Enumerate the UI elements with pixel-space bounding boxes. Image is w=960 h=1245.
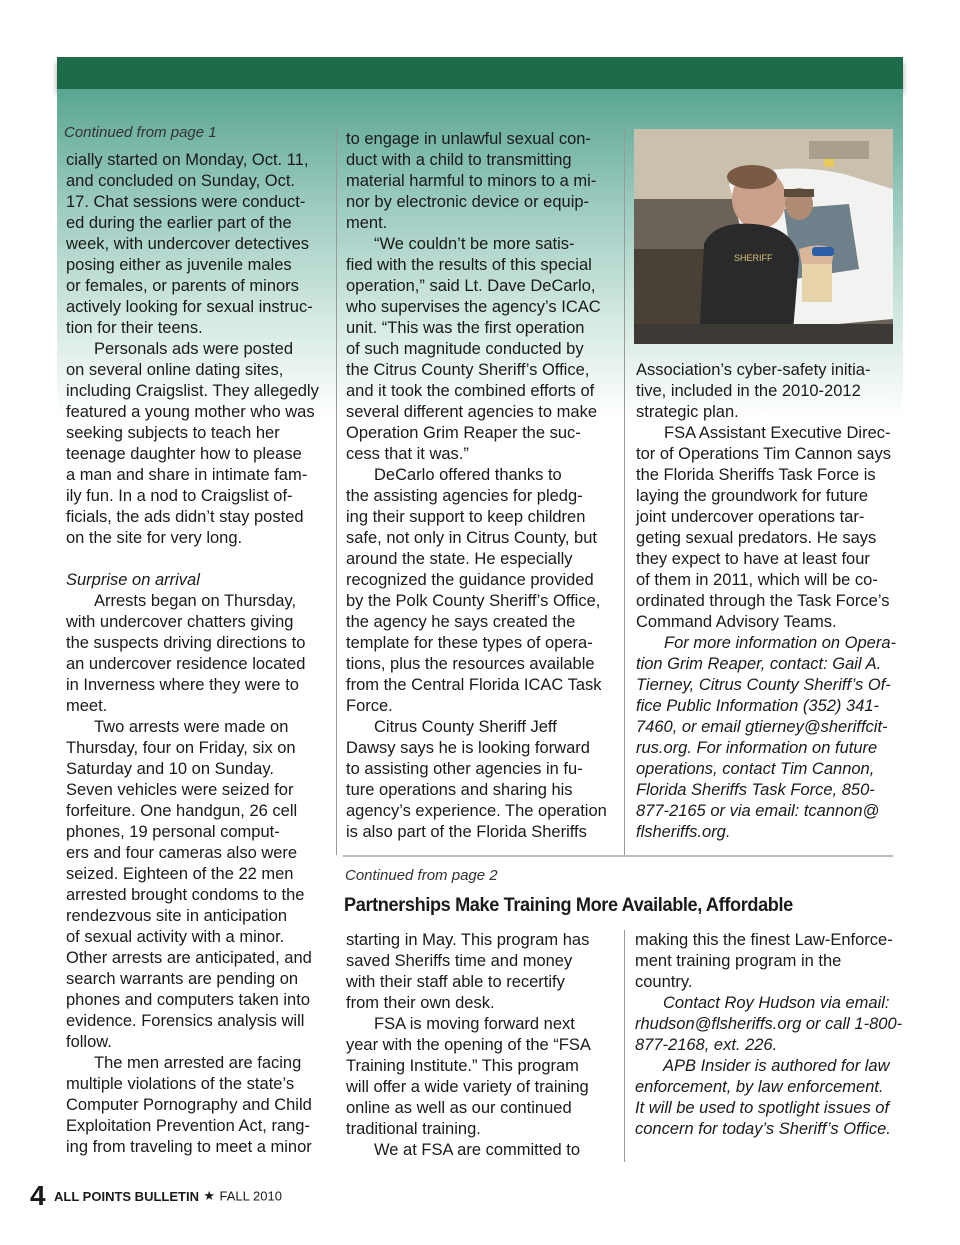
article-headline: Partnerships Make Training More Available, Affordable <box>344 894 793 916</box>
col3-para-b <box>636 423 898 633</box>
text-line: saved Sheriffs time and money <box>346 952 573 970</box>
text-line: and concluded on Sunday, Oct. <box>66 172 296 190</box>
text-line: starting in May. This program has <box>346 931 590 949</box>
text-line: making this the finest Law-Enforce- <box>635 931 893 949</box>
text-line: Saturday and 10 on Sunday. <box>66 760 274 778</box>
text-line: ment training program in the <box>635 952 842 970</box>
text-line: with their staff able to recertify <box>346 973 565 991</box>
text-line: nor by electronic device or equip- <box>346 193 590 211</box>
text-line: seized. Eighteen of the 22 men <box>66 865 294 883</box>
col1-para-c <box>66 591 336 717</box>
text-line: tive, included in the 2010-2012 <box>636 382 861 400</box>
text-line: several different agencies to make <box>346 403 598 421</box>
text-line: Exploitation Prevention Act, rang- <box>66 1117 310 1135</box>
text-line: the Citrus County Sheriff’s Office, <box>346 361 590 379</box>
text-line: ordinated through the Task Force’s <box>636 592 890 610</box>
text-line: fied with the results of this special <box>346 256 592 274</box>
text-line: Computer Pornography and Child <box>66 1096 312 1114</box>
text-line: 17. Chat sessions were conduct- <box>66 193 306 211</box>
article2-column-right <box>635 930 910 1140</box>
text-line: Tierney, Citrus County Sheriff’s Of- <box>636 676 891 694</box>
text-line: Two arrests were made on <box>94 718 289 736</box>
column-2 <box>346 129 621 843</box>
text-line: forfeiture. One handgun, 26 cell <box>66 802 298 820</box>
text-line: For more information on Opera- <box>664 634 897 652</box>
text-line: with undercover chatters giving <box>66 613 294 631</box>
text-line: cess that it was.” <box>346 445 469 463</box>
text-line: an undercover residence located <box>66 655 306 673</box>
text-line: to engage in unlawful sexual con- <box>346 130 591 148</box>
text-line: APB Insider is authored for law <box>663 1057 890 1075</box>
text-line: concern for today’s Sheriff’s Office. <box>635 1120 891 1138</box>
text-line: 7460, or email gtierney@sheriffcit- <box>636 718 888 736</box>
text-line: joint undercover operations tar- <box>636 508 865 526</box>
text-line: week, with undercover detectives <box>66 235 310 253</box>
text-line: Operation Grim Reaper the suc- <box>346 424 581 442</box>
text-line: operations, contact Tim Cannon, <box>636 760 875 778</box>
col2-para-a <box>346 129 621 234</box>
text-line: geting sexual predators. He says <box>636 529 877 547</box>
text-line: country. <box>635 973 693 991</box>
text-line: safe, not only in Citrus County, but <box>346 529 597 547</box>
page-number: 4 <box>30 1180 46 1211</box>
text-line: actively looking for sexual instruc- <box>66 298 313 316</box>
col1-para-a <box>66 150 336 339</box>
text-line: the Florida Sheriffs Task Force is <box>636 466 876 484</box>
article2-para-b <box>346 1014 621 1140</box>
column-divider-3 <box>624 930 625 1162</box>
text-line: rendezvous site in anticipation <box>66 907 288 925</box>
text-line: ers and four cameras also were <box>66 844 298 862</box>
text-line: search warrants are pending on <box>66 970 299 988</box>
photo-officers-at-vehicle <box>634 129 893 344</box>
article-separator <box>343 855 893 857</box>
text-line: recognized the guidance provided <box>346 571 594 589</box>
text-line: 877-2168, ext. 226. <box>635 1036 778 1054</box>
text-line: Arrests began on Thursday, <box>94 592 297 610</box>
article2-column-left <box>346 930 621 1161</box>
photo-illustration <box>634 129 893 344</box>
text-line: Association’s cyber-safety initia- <box>636 361 871 379</box>
text-line: Seven vehicles were seized for <box>66 781 294 799</box>
text-line: We at FSA are committed to <box>374 1141 581 1159</box>
text-line: flsheriffs.org. <box>636 823 731 841</box>
text-line: of sexual activity with a minor. <box>66 928 285 946</box>
text-line: tion for their teens. <box>66 319 203 337</box>
star-icon: ★ <box>203 1188 216 1203</box>
text-line: fice Public Information (352) 341- <box>636 697 880 715</box>
col2-para-b <box>346 234 621 465</box>
text-line: from the Central Florida ICAC Task <box>346 676 602 694</box>
text-line: 877-2165 or via email: tcannon@ <box>636 802 880 820</box>
text-line: agency’s experience. The operation <box>346 802 607 820</box>
text-line: they expect to have at least four <box>636 550 870 568</box>
col2-para-c <box>346 465 621 717</box>
text-line: meet. <box>66 697 108 715</box>
col2-para-d <box>346 717 621 843</box>
text-line: Thursday, four on Friday, six on <box>66 739 296 757</box>
text-line: follow. <box>66 1033 112 1051</box>
text-line: to assisting other agencies in fu- <box>346 760 583 778</box>
col1-para-d <box>66 717 336 1053</box>
text-line: online as well as our continued <box>346 1099 572 1117</box>
text-line: It will be used to spotlight issues of <box>635 1099 890 1117</box>
text-line: is also part of the Florida Sheriffs <box>346 823 587 841</box>
article2-para-a <box>346 930 621 1014</box>
text-line: Personals ads were posted <box>94 340 294 358</box>
text-line: material harmful to minors to a mi- <box>346 172 597 190</box>
text-line: including Craigslist. They allegedly <box>66 382 319 400</box>
text-line: Command Advisory Teams. <box>636 613 837 631</box>
text-line: the agency he says created the <box>346 613 576 631</box>
continued-from-page-1: Continued from page 1 <box>64 124 217 141</box>
text-line: Dawsy says he is looking forward <box>346 739 590 757</box>
text-line: traditional training. <box>346 1120 481 1138</box>
text-line: ture operations and sharing his <box>346 781 573 799</box>
text-line: Other arrests are anticipated, and <box>66 949 312 967</box>
text-line: unit. “This was the first operation <box>346 319 585 337</box>
text-line: Contact Roy Hudson via email: <box>663 994 890 1012</box>
text-line: the suspects driving directions to <box>66 634 306 652</box>
text-line: arrested brought condoms to the <box>66 886 305 904</box>
text-line: strategic plan. <box>636 403 739 421</box>
text-line: year with the opening of the “FSA <box>346 1036 591 1054</box>
text-line: FSA Assistant Executive Direc- <box>664 424 891 442</box>
text-line: by the Polk County Sheriff’s Office, <box>346 592 601 610</box>
text-line: will offer a wide variety of training <box>346 1078 589 1096</box>
subhead-surprise-on-arrival: Surprise on arrival <box>66 571 200 589</box>
text-line: of them in 2011, which will be co- <box>636 571 878 589</box>
text-line: on several online dating sites, <box>66 361 284 379</box>
text-line: ing their support to keep children <box>346 508 586 526</box>
text-line: from their own desk. <box>346 994 495 1012</box>
apb-insider-note <box>635 1056 910 1140</box>
text-line: DeCarlo offered thanks to <box>374 466 562 484</box>
text-line: and it took the combined efforts of <box>346 382 595 400</box>
text-line: template for these types of opera- <box>346 634 593 652</box>
text-line: operation,” said Lt. Dave DeCarlo, <box>346 277 596 295</box>
article2-para-c <box>346 1140 621 1161</box>
header-bar <box>57 57 903 89</box>
text-line: laying the groundwork for future <box>636 487 869 505</box>
article2-para-d <box>635 930 910 993</box>
text-line: Force. <box>346 697 393 715</box>
text-line: cially started on Monday, Oct. 11, <box>66 151 309 169</box>
col1-para-e <box>66 1053 336 1158</box>
text-line: enforcement, by law enforcement. <box>635 1078 884 1096</box>
text-line: Florida Sheriffs Task Force, 850- <box>636 781 875 799</box>
text-line: in Inverness where they were to <box>66 676 299 694</box>
text-line: evidence. Forensics analysis will <box>66 1012 305 1030</box>
text-line: tions, plus the resources available <box>346 655 595 673</box>
text-line: “We couldn’t be more satis- <box>374 235 575 253</box>
column-divider-2 <box>624 127 625 855</box>
text-line: ing from traveling to meet a minor <box>66 1138 312 1156</box>
text-line: FSA is moving forward next <box>374 1015 575 1033</box>
continued-from-page-2: Continued from page 2 <box>345 867 498 884</box>
column-divider-1 <box>336 127 337 855</box>
text-line: ment. <box>346 214 388 232</box>
column-1 <box>66 150 336 1158</box>
text-line: the assisting agencies for pledg- <box>346 487 583 505</box>
photo-vest-text: SHERIFF <box>734 253 773 263</box>
text-line: ed during the earlier part of the <box>66 214 292 232</box>
text-line: on the site for very long. <box>66 529 243 547</box>
text-line: Training Institute.” This program <box>346 1057 579 1075</box>
text-line: duct with a child to transmitting <box>346 151 572 169</box>
page-footer <box>30 1180 282 1210</box>
text-line: The men arrested are facing <box>94 1054 302 1072</box>
text-line: ily fun. In a nod to Craigslist of- <box>66 487 293 505</box>
text-line: or females, or parents of minors <box>66 277 299 295</box>
text-line: phones, 19 personal comput- <box>66 823 280 841</box>
text-line: of such magnitude conducted by <box>346 340 584 358</box>
text-line: around the state. He especially <box>346 550 573 568</box>
text-line: tor of Operations Tim Cannon says <box>636 445 891 463</box>
text-line: seeking subjects to teach her <box>66 424 280 442</box>
issue-label: FALL 2010 <box>219 1188 282 1204</box>
text-line: rhudson@flsheriffs.org or call 1-800- <box>635 1015 903 1033</box>
text-line: teenage daughter how to please <box>66 445 302 463</box>
text-line: phones and computers taken into <box>66 991 310 1009</box>
text-line: who supervises the agency’s ICAC <box>346 298 601 316</box>
col3-contact-info <box>636 633 898 843</box>
column-3 <box>636 360 898 843</box>
text-line: posing either as juvenile males <box>66 256 292 274</box>
text-line: tion Grim Reaper, contact: Gail A. <box>636 655 882 673</box>
text-line: ficials, the ads didn’t stay posted <box>66 508 304 526</box>
text-line: Citrus County Sheriff Jeff <box>374 718 557 736</box>
article2-contact <box>635 993 910 1056</box>
text-line: multiple violations of the state’s <box>66 1075 295 1093</box>
text-line: a man and share in intimate fam- <box>66 466 308 484</box>
text-line: rus.org. For information on future <box>636 739 878 757</box>
publication-name: ALL POINTS BULLETIN <box>54 1188 199 1204</box>
col1-para-b <box>66 339 336 549</box>
col3-para-a <box>636 360 898 423</box>
text-line: featured a young mother who was <box>66 403 315 421</box>
